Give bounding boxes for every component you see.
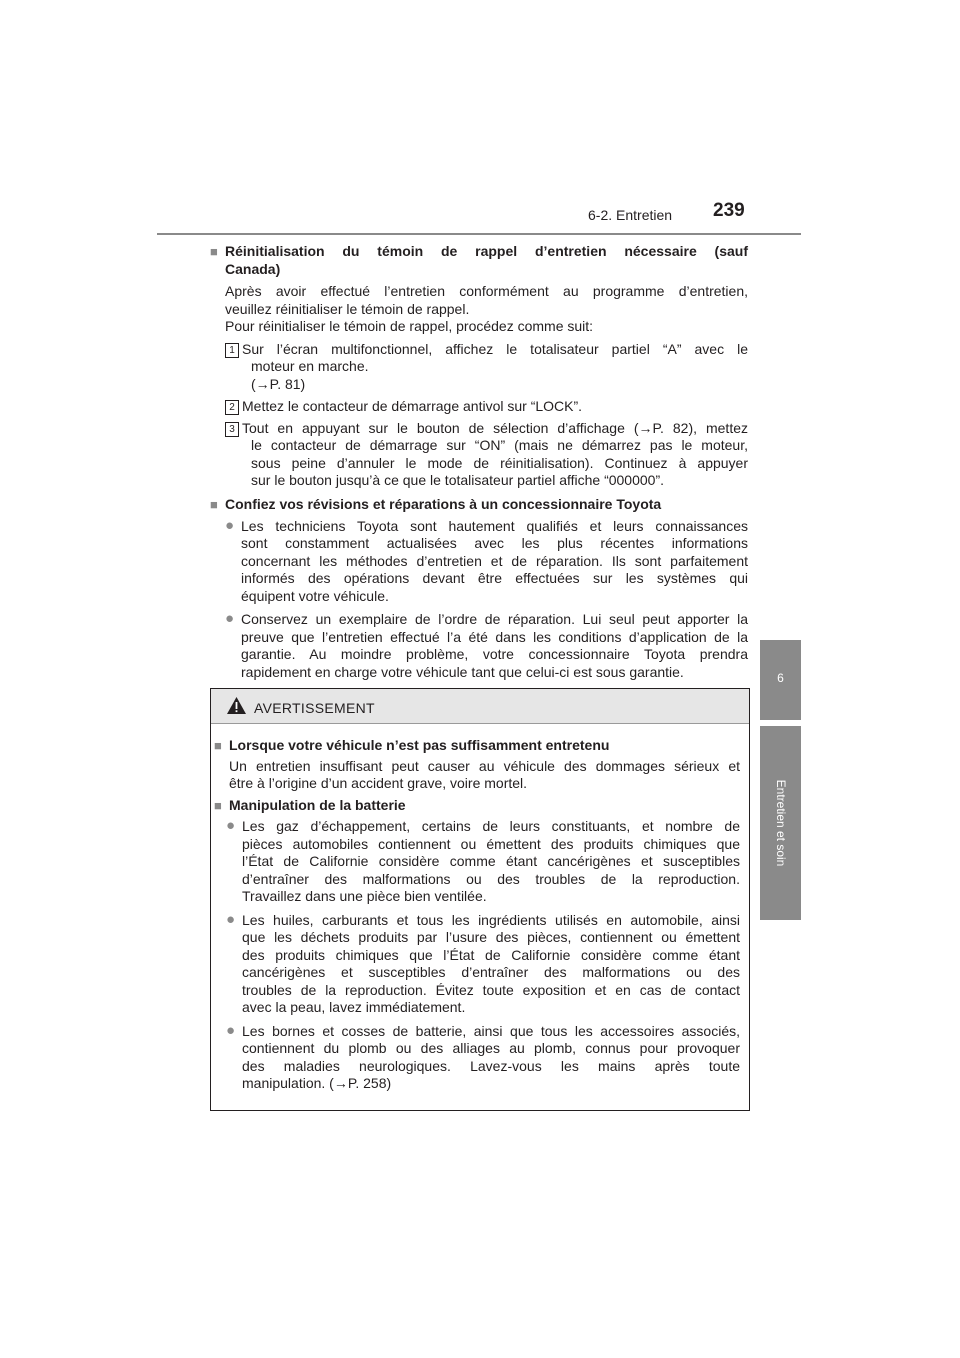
square-bullet-icon: ■ — [210, 244, 218, 259]
step-3-line4: sur le bouton jusqu’à ce que le totalisateur partiel affiche “000000”. — [251, 472, 665, 488]
warning-b2-line1: Les huiles, carburants et tous les ingrédients utilisés en automobile, ainsi — [242, 912, 740, 928]
warning-b2-line3: des produits chimiques que l’État de Californie considère comme étant — [242, 947, 740, 963]
dealer-b1-line4: informés des opérations devant être effectuées sur les systèmes qui — [241, 570, 748, 586]
warning-b1-line3: l’État de Californie considère comme étant cancérigènes et susceptibles — [242, 853, 740, 869]
chapter-title: Entretien et soin — [773, 779, 788, 867]
warning-b1-line2: pièces automobiles contiennent ou émettent des produits chimiques que — [242, 836, 740, 852]
warning-b2-line4: cancérigènes et susceptibles d’entraîner des malformations ou des — [242, 964, 740, 980]
step-1-line1: Sur l’écran multifonctionnel, affichez le totalisateur partiel “A” avec le — [242, 341, 748, 357]
step-1-line2: moteur en marche. — [251, 358, 369, 374]
warning-sub1-line1: Un entretien insuffisant peut causer au véhicule des dommages sérieux et — [229, 758, 740, 774]
page-number: 239 — [713, 200, 745, 221]
warning-b1-line1: Les gaz d’échappement, certains de leurs constituants, et nombre de — [242, 818, 740, 834]
warning-title: AVERTISSEMENT — [254, 700, 375, 716]
warning-sub1-line2: être à l’origine d’un accident grave, voire mortel. — [229, 775, 528, 791]
round-bullet-icon: ● — [226, 1022, 236, 1039]
square-bullet-icon: ■ — [214, 738, 222, 753]
chapter-number-tab — [760, 640, 801, 720]
dealer-b2-line1: Conservez un exemplaire de l’ordre de réparation. Lui seul peut apporter la — [241, 611, 748, 627]
warning-b2-line5: troubles de la reproduction. Évitez toute exposition et en cas de contact — [242, 982, 740, 998]
warning-b3-line3: des maladies neurologiques. Lavez-vous les mains après toute — [242, 1058, 740, 1074]
warning-b2-line6: avec la peau, lavez immédiatement. — [242, 999, 466, 1015]
warning-b2-line2: que les déchets produits par l’usure des pièces, contiennent ou émettent — [242, 929, 740, 945]
step-3-line2: le contacteur de démarrage sur “ON” (mais ne démarrez pas le moteur, — [251, 437, 748, 453]
step-1-line3: (→P. 81) — [251, 376, 306, 392]
reset-intro-line3: Pour réinitialiser le témoin de rappel, procédez comme suit: — [225, 318, 594, 334]
step-number-box: 1 — [225, 343, 239, 358]
warning-b3-line1: Les bornes et cosses de batterie, ainsi que tous les accessoires associés, — [242, 1023, 740, 1039]
warning-sub1-heading: Lorsque votre véhicule n’est pas suffisamment entretenu — [229, 737, 610, 753]
warning-b3-line4: manipulation. (→P. 258) — [242, 1075, 392, 1091]
dealer-b2-line4: rapidement en charge votre véhicule tant que celui-ci est sous garantie. — [241, 664, 684, 680]
chapter-number: 6 — [777, 671, 784, 685]
round-bullet-icon: ● — [225, 517, 235, 534]
step-number-box: 3 — [225, 422, 239, 437]
dealer-b1-line2: sont constamment actualisées avec les plus récentes informations — [241, 535, 748, 551]
dealer-b1-line3: concernant les méthodes d’entretien et de réparation. Ils sont parfaitement — [241, 553, 748, 569]
reset-intro-line1: Après avoir effectué l’entretien conformément au programme d’entretien, — [225, 283, 748, 299]
step-2-line1: Mettez le contacteur de démarrage antivol sur “LOCK”. — [242, 398, 583, 414]
chapter-title-tab — [760, 726, 801, 920]
round-bullet-icon: ● — [226, 817, 236, 834]
dealer-b2-line3: garantie. Au moindre problème, votre concessionnaire Toyota prendra — [241, 646, 748, 662]
warning-triangle-icon — [226, 696, 247, 715]
warning-b3-line2: contiennent du plomb ou des alliages au plomb, connus pour provoquer — [242, 1040, 740, 1056]
reset-intro-line2: veuillez réinitialiser le témoin de rappel. — [225, 301, 470, 317]
step-3-line1: Tout en appuyant sur le bouton de sélection d’affichage (→P. 82), mettez — [242, 420, 748, 436]
warning-sub2-heading: Manipulation de la batterie — [229, 797, 406, 813]
dealer-b1-line5: équipent votre véhicule. — [241, 588, 389, 604]
square-bullet-icon: ■ — [214, 798, 222, 813]
warning-b1-line4: d’entraîner des malformations ou des troubles de la reproduction. — [242, 871, 740, 887]
dealer-b1-line1: Les techniciens Toyota sont hautement qualifiés et leurs connaissances — [241, 518, 748, 534]
reset-heading-line1: Réinitialisation du témoin de rappel d’entretien nécessaire (sauf — [225, 243, 748, 259]
step-number-box: 2 — [225, 400, 239, 415]
round-bullet-icon: ● — [226, 911, 236, 928]
section-title: 6-2. Entretien — [588, 207, 673, 223]
header-rule — [157, 233, 801, 235]
step-3-line3: sous peine d’annuler le mode de réinitialisation). Continuez à appuyer — [251, 455, 748, 471]
reset-heading-line2: Canada) — [225, 261, 281, 277]
dealer-b2-line2: preuve que l’entretien effectué l’a été dans les conditions d’application de la — [241, 629, 748, 645]
dealer-heading: Confiez vos révisions et réparations à un concessionnaire Toyota — [225, 496, 662, 512]
warning-b1-line5: Travaillez dans une pièce bien ventilée. — [242, 888, 487, 904]
square-bullet-icon: ■ — [210, 497, 218, 512]
round-bullet-icon: ● — [225, 610, 235, 627]
